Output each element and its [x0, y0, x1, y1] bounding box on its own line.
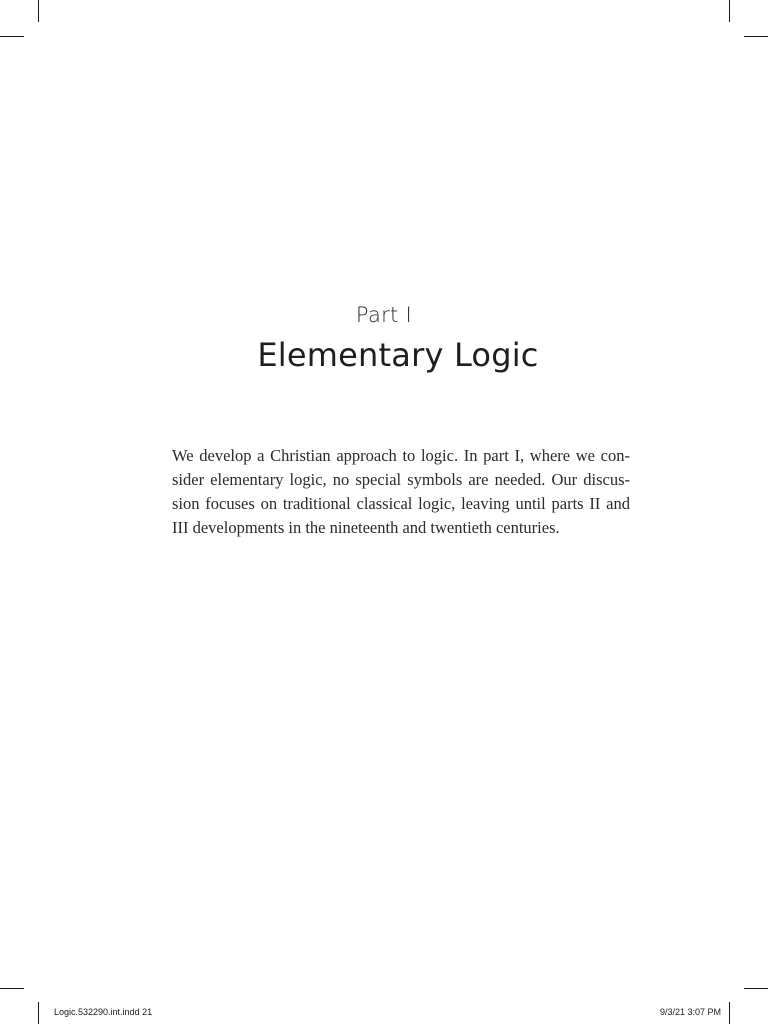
intro-line: sider elementary logic, no special symbols are needed. Our discus-	[172, 470, 630, 489]
crop-mark-bottom-right-horizontal	[744, 988, 768, 989]
crop-mark-bottom-left-vertical	[38, 1002, 39, 1024]
crop-mark-top-left-vertical	[38, 0, 39, 22]
crop-mark-top-left-horizontal	[0, 36, 24, 37]
intro-paragraph	[172, 444, 630, 540]
slug-datetime: 9/3/21 3:07 PM	[659, 1007, 721, 1017]
part-title: Elementary Logic	[257, 336, 539, 374]
intro-line: We develop a Christian approach to logic. In part I, where we con-	[172, 446, 630, 465]
intro-line: III developments in the nineteenth and twentieth centuries.	[172, 518, 560, 537]
part-label: Part I	[355, 303, 413, 327]
crop-mark-top-right-horizontal	[744, 36, 768, 37]
crop-mark-top-right-vertical	[729, 0, 730, 22]
slug-filename: Logic.532290.int.indd 21	[54, 1007, 153, 1017]
crop-mark-bottom-left-horizontal	[0, 988, 24, 989]
crop-mark-bottom-right-vertical	[729, 1002, 730, 1024]
intro-line: sion focuses on traditional classical logic, leaving until parts II and	[172, 494, 630, 513]
